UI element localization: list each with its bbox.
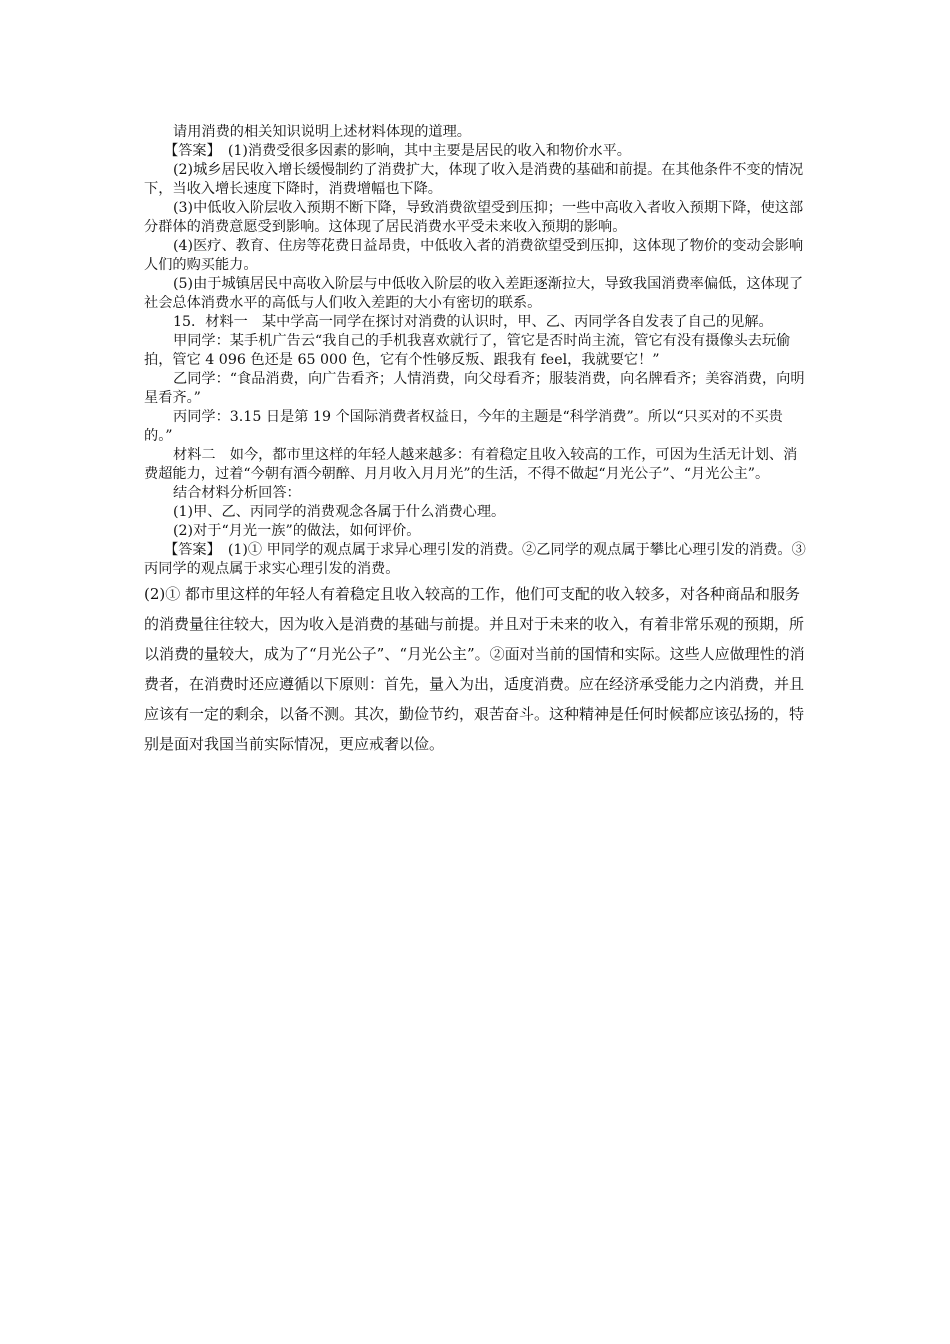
instruction: 结合材料分析回答： xyxy=(173,485,301,501)
answer-point-4: (4)医疗、教育、住房等花费日益昂贵，中低收入者的消费欲望受到压抑，这体现了物价的变动会影响人们的购买能力。 xyxy=(144,238,804,273)
answer-1: 【答案】 (1)消费受很多因素的影响，其中主要是居民的收入和物价水平。 xyxy=(164,143,631,159)
sub-question-2: (2)对于“月光一族”的做法，如何评价。 xyxy=(173,523,421,539)
document-body xyxy=(144,123,810,759)
sub-question-1: (1)甲、乙、丙同学的消费观念各属于什么消费心理。 xyxy=(173,504,506,520)
answer-15-part-1: 【答案】 (1)① 甲同学的观点属于求异心理引发的消费。②乙同学的观点属于攀比心理引发的消费。③丙同学的观点属于求实心理引发的消费。 xyxy=(144,542,806,577)
student-a-view: 甲同学：某手机广告云“我自己的手机我喜欢就行了，管它是否时尚主流，管它有没有摄像头去玩偷拍，管它 4 096 色还是 65 000 色，它有个性够反叛、跟我有 feel，我就要它！” xyxy=(144,333,791,368)
answer-point-5: (5)由于城镇居民中高收入阶层与中低收入阶层的收入差距逐渐拉大，导致我国消费率偏低，这体现了社会总体消费水平的高低与人们收入差距的大小有密切的联系。 xyxy=(144,276,804,311)
answer-15-part-2: (2)① 都市里这样的年轻人有着稳定且收入较高的工作，他们可支配的收入较多，对各种商品和服务的消费量往往较大，因为收入是消费的基础与前提。并且对于未来的收入，有着非常乐观的预期，所以消费的量较大，成为了“月光公子”、“月光公主”。②面对当前的国情和实际。这些人应做理性的消费者，在消费时还应遵循以下原则：首先，量入为出，适度消费。应在经济承受能力之内消费，并且应该有一定的剩余，以备不测。其次，勤俭节约，艰苦奋斗。这种精神是任何时候都应该弘扬的，特别是面对我国当前实际情况，更应戒奢以俭。 xyxy=(144,585,805,753)
answer-point-3: (3)中低收入阶层收入预期不断下降，导致消费欲望受到压抑；一些中高收入者收入预期下降，使这部分群体的消费意愿受到影响。这体现了居民消费水平受未来收入预期的影响。 xyxy=(144,200,804,235)
question-prompt: 请用消费的相关知识说明上述材料体现的道理。 xyxy=(173,124,471,140)
material-2: 材料二 如今，都市里这样的年轻人越来越多：有着稳定且收入较高的工作，可因为生活无计划、消费超能力，过着“今朝有酒今朝醉、月月收入月月光”的生活，不得不做起“月光公子”、“月光公主”。 xyxy=(144,447,798,482)
student-c-view: 丙同学：3.15 日是第 19 个国际消费者权益日，今年的主题是“科学消费”。所以“只买对的不买贵的。” xyxy=(144,409,783,444)
answer-point-2: (2)城乡居民收入增长缓慢制约了消费扩大，体现了收入是消费的基础和前提。在其他条件不变的情况下，当收入增长速度下降时，消费增幅也下降。 xyxy=(144,162,804,197)
student-b-view: 乙同学：“食品消费，向广告看齐；人情消费，向父母看齐；服装消费，向名牌看齐；美容消费，向明星看齐。” xyxy=(144,371,805,406)
question-15-material-1: 15．材料一 某中学高一同学在探讨对消费的认识时，甲、乙、丙同学各自发表了自己的见解。 xyxy=(173,314,773,330)
